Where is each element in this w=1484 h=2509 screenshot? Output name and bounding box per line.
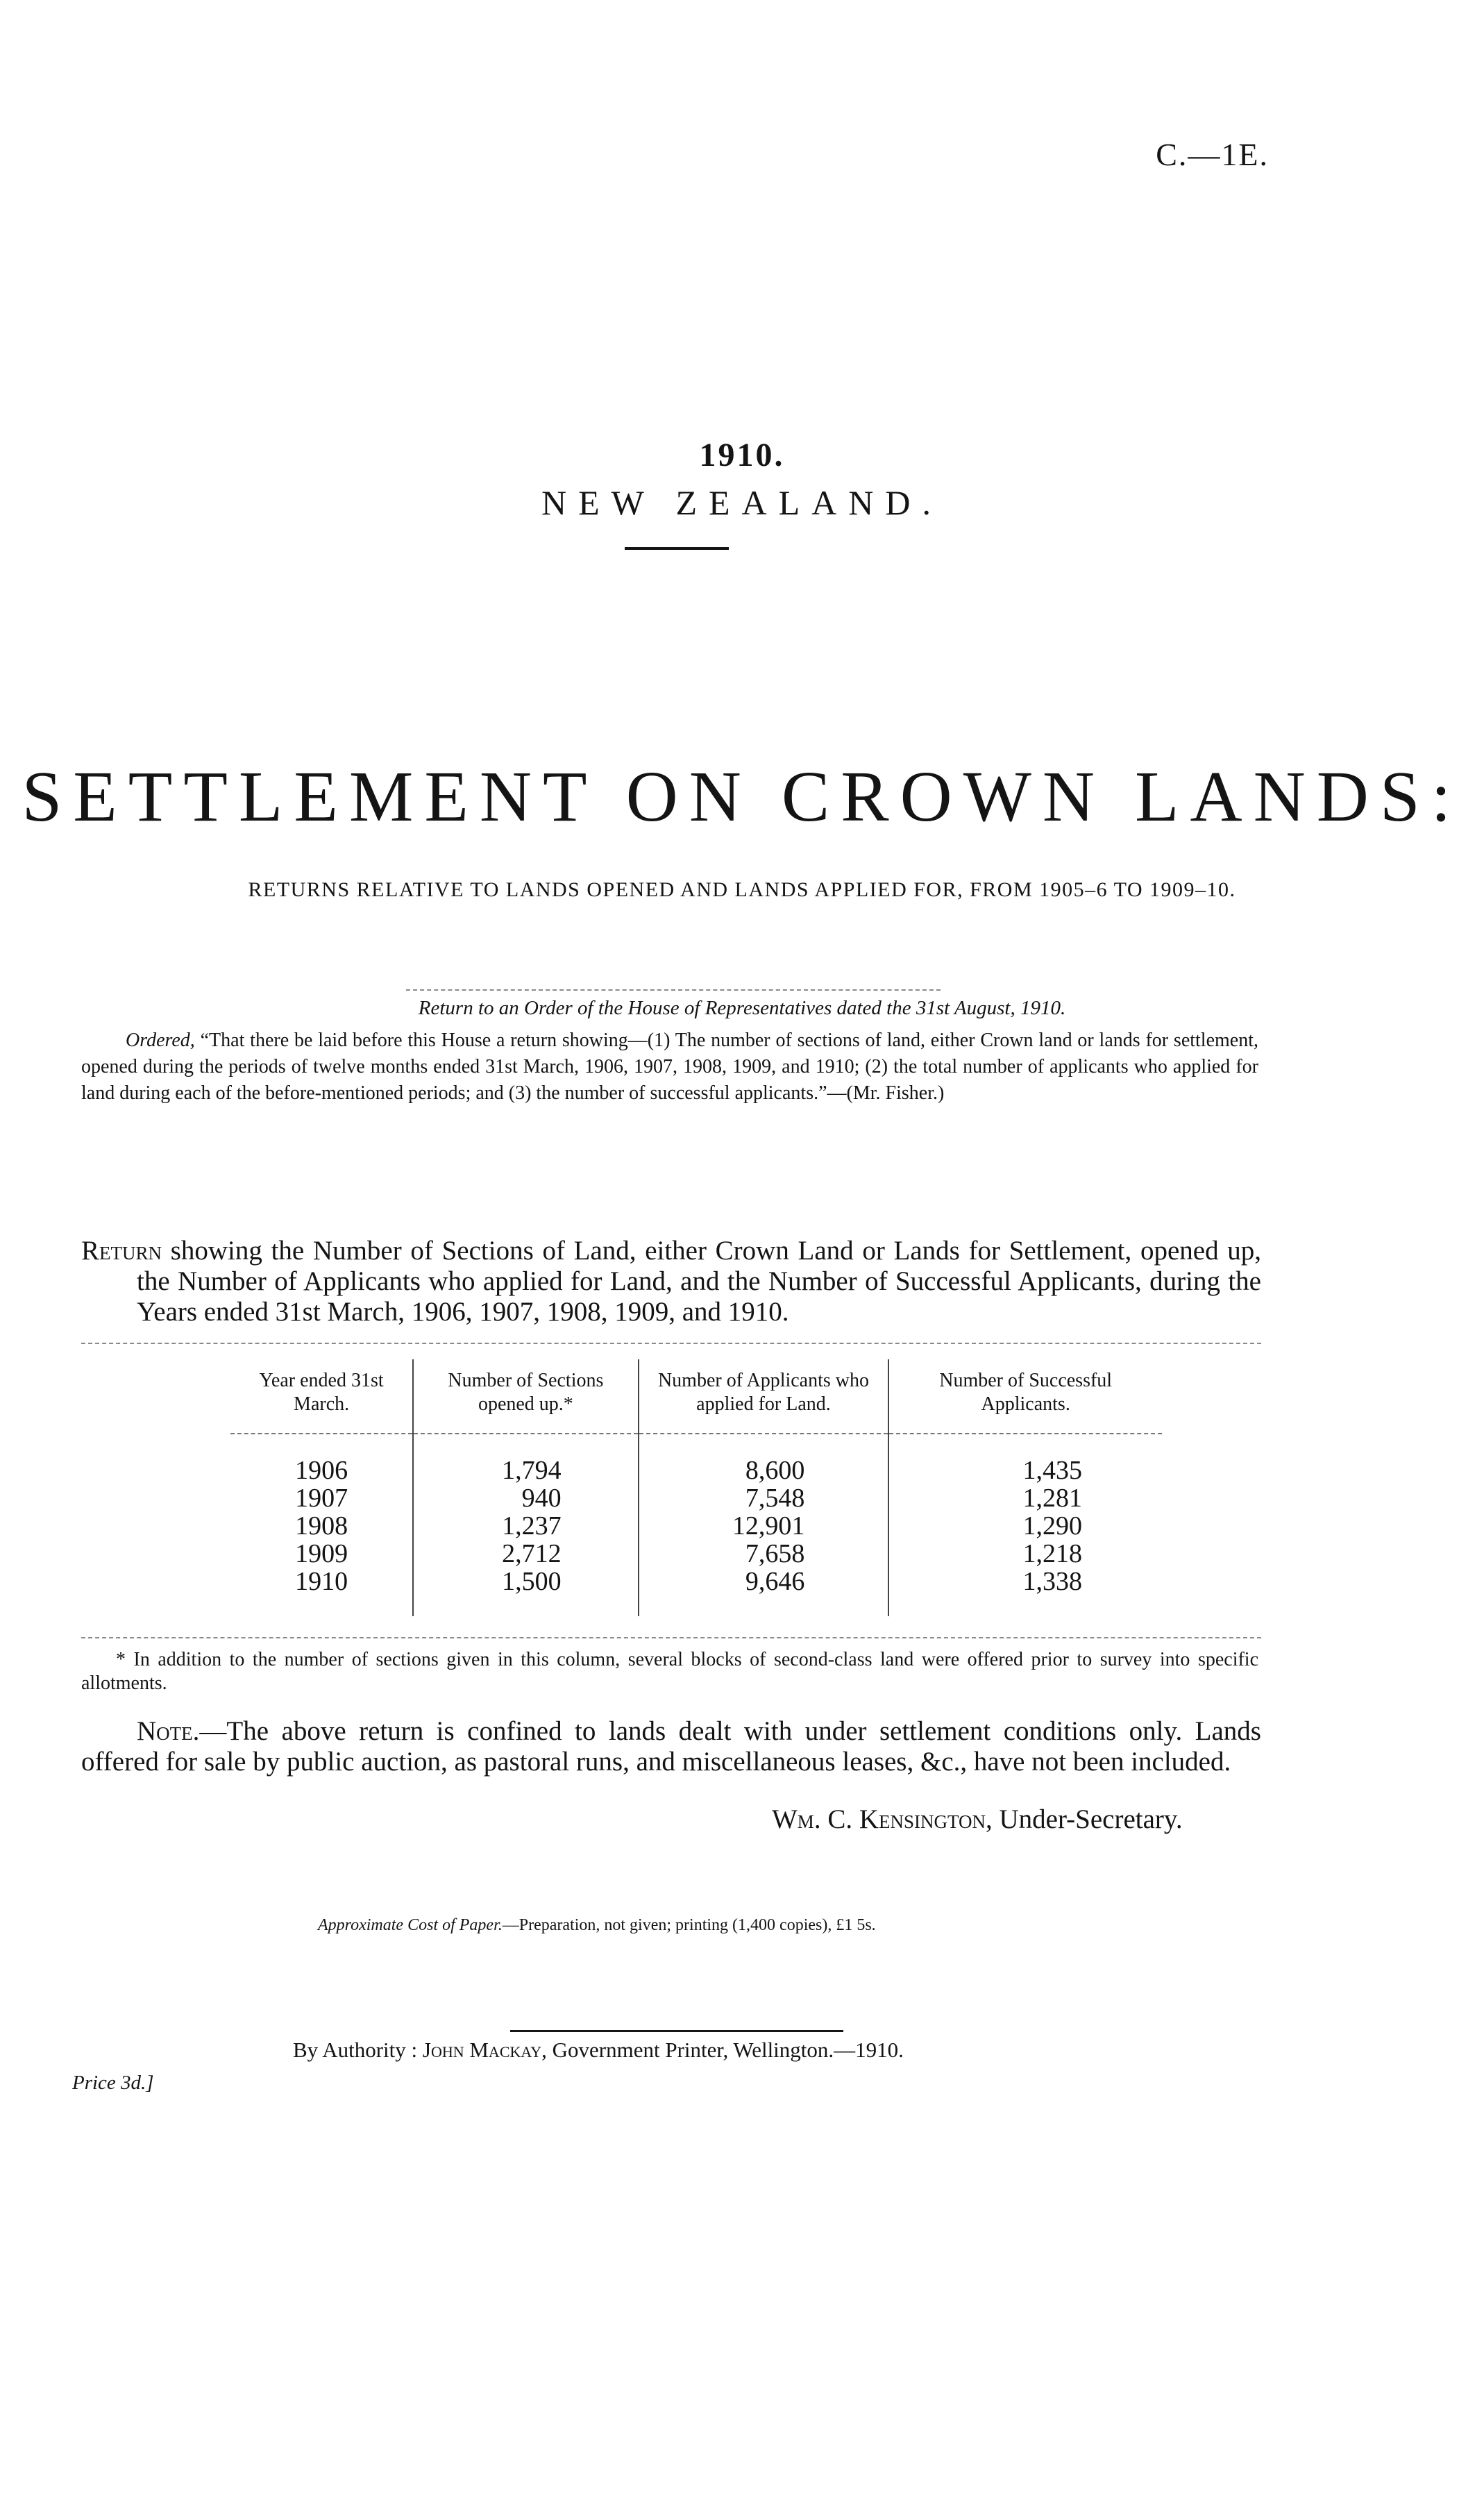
- cell-year: 1906: [295, 1456, 348, 1485]
- cell-sections: 940: [413, 1484, 638, 1512]
- table-bottom-rule: [81, 1637, 1261, 1638]
- printer-name: John Mackay,: [422, 2038, 547, 2062]
- cell-successful: 1,218: [888, 1540, 1162, 1568]
- header-sections: Number of Sections opened up.*: [413, 1359, 638, 1434]
- page-title: SETTLEMENT ON CROWN LANDS:: [22, 757, 1462, 837]
- cell-applicants: 8,600: [639, 1434, 889, 1484]
- cell-successful: 1,435: [888, 1434, 1162, 1484]
- cell-applicants: 12,901: [639, 1512, 889, 1540]
- return-lead: Return: [81, 1236, 162, 1266]
- table-row: [230, 1512, 1162, 1540]
- header-year: Year ended 31st March.: [259, 1370, 384, 1415]
- cost-of-paper: [318, 1916, 876, 1935]
- ordered-label: Ordered,: [126, 1030, 195, 1051]
- table-top-rule: [81, 1343, 1261, 1344]
- cell-sections: 1,237: [413, 1512, 638, 1540]
- table-row: [230, 1484, 1162, 1512]
- footnote: * In addition to the number of sections given in this column, several blocks of second-class land were offered prior to survey into specific allotments.: [81, 1649, 1258, 1694]
- cell-year: 1908: [295, 1511, 348, 1541]
- header-applicants: Number of Applicants who applied for Land.: [639, 1359, 889, 1434]
- signatory-title: Under-Secretary.: [999, 1804, 1183, 1834]
- authority-rule: [510, 2030, 843, 2032]
- return-heading: [81, 1236, 1261, 1327]
- authority-suffix: Government Printer, Wellington.—1910.: [552, 2038, 904, 2062]
- cell-applicants: 7,658: [639, 1540, 889, 1568]
- signature: [772, 1804, 1183, 1835]
- paper-reference: C.—1E.: [1156, 137, 1269, 172]
- cell-year: 1907: [295, 1484, 348, 1513]
- table-row: [230, 1434, 1162, 1484]
- page-subtitle: RETURNS RELATIVE TO LANDS OPENED AND LANDS APPLIED FOR, FROM 1905–6 TO 1909–10.: [248, 878, 1236, 901]
- note-text: —The above return is confined to lands dealt with under settlement conditions only. Lands offered for sale by public auction, as pastoral runs, and miscellaneous leases, &c., have not been included.: [81, 1716, 1261, 1777]
- note-paragraph: [81, 1716, 1261, 1777]
- cell-year: 1909: [295, 1539, 348, 1568]
- cell-successful: 1,290: [888, 1512, 1162, 1540]
- cell-applicants: 9,646: [639, 1568, 889, 1616]
- return-text: showing the Number of Sections of Land, either Crown Land or Lands for Settlement, opened up, the Number of Applicants who applied for Land, and the Number of Successful Applicants, during the Years ended 31st March, 1906, 1907, 1908, 1909, and 1910.: [137, 1236, 1262, 1327]
- signatory-name: Wm. C. Kensington,: [772, 1804, 993, 1834]
- cost-text: —Preparation, not given; printing (1,400 copies), £1 5s.: [502, 1916, 876, 1934]
- order-paragraph: [81, 1027, 1258, 1107]
- order-text: “That there be laid before this House a return showing—(1) The number of sections of land, either Crown land or lands for settlement, opened during the periods of twelve months ended 31st March, 1906, 1907, 1908, 1909, and 1910; (2) the total number of applicants who applied for land during each of the before-mentioned periods; and (3) the number of successful applicants.”—(Mr. Fisher.): [81, 1030, 1259, 1104]
- cell-successful: 1,338: [888, 1568, 1162, 1616]
- short-rule: [625, 547, 729, 550]
- cell-successful: 1,281: [888, 1484, 1162, 1512]
- cell-sections: 1,794: [413, 1434, 638, 1484]
- table-header-row: [230, 1359, 1162, 1434]
- printer-authority: [293, 2038, 904, 2063]
- table-row: [230, 1568, 1162, 1616]
- cell-sections: 2,712: [413, 1540, 638, 1568]
- cost-label: Approximate Cost of Paper.: [318, 1916, 503, 1934]
- price: Price 3d.]: [72, 2072, 154, 2094]
- order-heading: Return to an Order of the House of Representatives dated the 31st August, 1910.: [418, 997, 1066, 1019]
- year-heading: 1910.: [699, 437, 785, 473]
- table-row: [230, 1540, 1162, 1568]
- cell-applicants: 7,548: [639, 1484, 889, 1512]
- country-heading: NEW ZEALAND.: [541, 483, 943, 522]
- header-successful: Number of Successful Applicants.: [888, 1359, 1162, 1434]
- dashed-divider: [406, 989, 941, 991]
- note-label: Note.: [137, 1716, 200, 1746]
- cell-year: 1910: [295, 1567, 348, 1596]
- authority-prefix: By Authority :: [293, 2038, 418, 2062]
- cell-sections: 1,500: [413, 1568, 638, 1616]
- returns-table: [230, 1359, 1162, 1616]
